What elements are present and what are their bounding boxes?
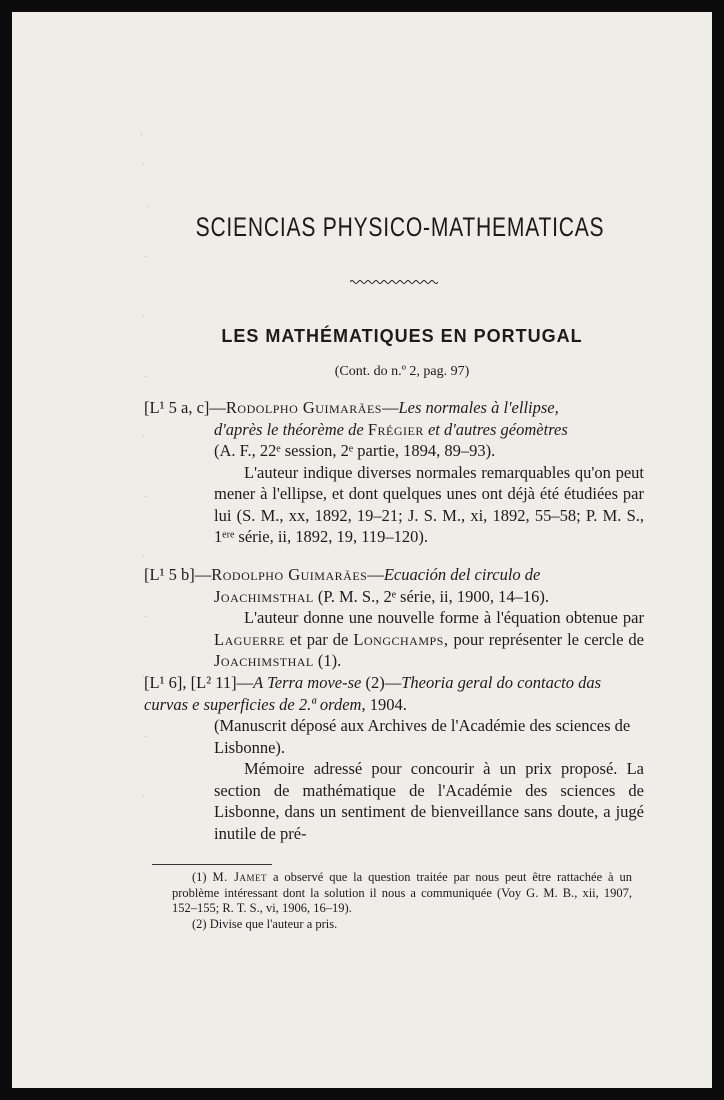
show-through-marks: · · · · · · · · · · · · · xyxy=(140,130,149,803)
entry-2-title-cont xyxy=(144,586,644,608)
entry-2-body xyxy=(144,607,644,672)
dash: — xyxy=(194,565,212,584)
entry-2 xyxy=(144,564,644,672)
entry-2-name-longchamps: Longchamps, xyxy=(353,629,449,649)
footnote-2-num: (2) xyxy=(192,917,207,931)
footnote-1-name: M. Jamet xyxy=(212,870,268,884)
dash: — xyxy=(384,673,402,692)
entry-1-ref: [L¹ 5 a, c] xyxy=(144,398,210,417)
footnote-1 xyxy=(172,870,632,917)
entry-1-heading xyxy=(144,397,644,419)
entry-1-title-2: d'après le théorème de xyxy=(214,419,364,439)
entry-1-body: L'auteur indique diverses normales remarquables qu'on peut mener à l'ellipse, et dont quelques unes ont déjà été étudiées par lui (S. M., xx, 1892, 19–21; J. S. M., xi, 1892, 55–58; P. M. S., 1ᵉʳᵉ série, ii, 1892, 19, 119–120). xyxy=(214,462,644,546)
dash: — xyxy=(381,398,399,417)
entry-2-body-3: pour représenter le cercle de xyxy=(453,629,645,649)
footnote-2-text: Divise que l'auteur a pris. xyxy=(209,917,338,931)
dash: — xyxy=(209,398,226,417)
entry-2-biblio: (P. M. S., 2ᵉ série, ii, 1900, 14–16). xyxy=(317,586,549,606)
entry-1-title-3: et d'autres géomètres xyxy=(427,419,568,439)
footnote-rule xyxy=(152,864,272,865)
entry-3-note-ref: (2) xyxy=(365,673,385,692)
footnote-1-text: a observé que la question traitée par nous peut être rattachée à un problème intéressant dont la solution il nous a communiquée (Voy G. M. B., xii, 1907, 152–155; R. T. S., vi, 1906, 16–19). xyxy=(172,870,633,915)
entry-1-title-cont xyxy=(144,419,644,441)
dash: — xyxy=(367,565,384,584)
footnote-1-num: (1) xyxy=(192,870,207,884)
entry-2-ref: [L¹ 5 b] xyxy=(144,565,195,584)
entry-2-name-laguerre: Laguerre xyxy=(214,629,285,649)
entry-2-title: Ecuación del circulo de xyxy=(383,565,541,584)
entry-1-biblio: (A. F., 22ᵉ session, 2ᵉ partie, 1894, 89–93). xyxy=(214,441,496,460)
entry-1-title: Les normales à l'ellipse, xyxy=(398,398,559,417)
entry-2-author: Rodolpho Guimarães xyxy=(211,565,368,584)
article-title: LES MATHÉMATIQUES EN PORTUGAL xyxy=(221,326,583,346)
entry-3-body: Mémoire adressé pour concourir à un prix proposé. La section de mathématique de l'Académie des sciences de Lisbonne, dans un sentiment de bienveillance sans doute, a jugé inutile de pré- xyxy=(214,759,644,843)
entry-1 xyxy=(144,397,644,548)
page xyxy=(12,12,712,1088)
entry-2-name-joachimsthal: Joachimsthal xyxy=(214,651,314,670)
footnote-2 xyxy=(172,917,632,933)
entry-1-name: Frégier xyxy=(367,419,424,439)
entry-1-author: Rodolpho Guimarães xyxy=(225,398,382,417)
entry-2-body-2: et par de xyxy=(289,629,349,649)
section-title: SCIENCIAS PHYSICO-MATHEMATICAS xyxy=(195,212,605,242)
entry-2-name: Joachimsthal xyxy=(214,586,314,606)
wavy-divider xyxy=(350,278,438,286)
entry-3-year: 1904. xyxy=(369,694,407,714)
entry-2-body-4: (1). xyxy=(317,651,342,670)
entry-3-title-2: Theoria geral do contacto das curvas e superficies de 2.ª ordem, xyxy=(144,673,602,714)
entry-3-title: A Terra move-se xyxy=(253,673,362,692)
entry-3-ref: [L¹ 6], [L² 11] xyxy=(144,673,237,692)
entry-3 xyxy=(144,672,644,844)
dash: — xyxy=(236,673,254,692)
entry-2-heading xyxy=(144,564,644,586)
entry-2-body-1: L'auteur donne une nouvelle forme à l'équation obtenue par xyxy=(244,608,644,627)
continuation-note: (Cont. do n.º 2, pag. 97) xyxy=(334,364,470,379)
entry-3-heading xyxy=(144,672,644,715)
entry-3-biblio: (Manuscrit déposé aux Archives de l'Académie des sciences de Lisbonne). xyxy=(214,716,631,757)
